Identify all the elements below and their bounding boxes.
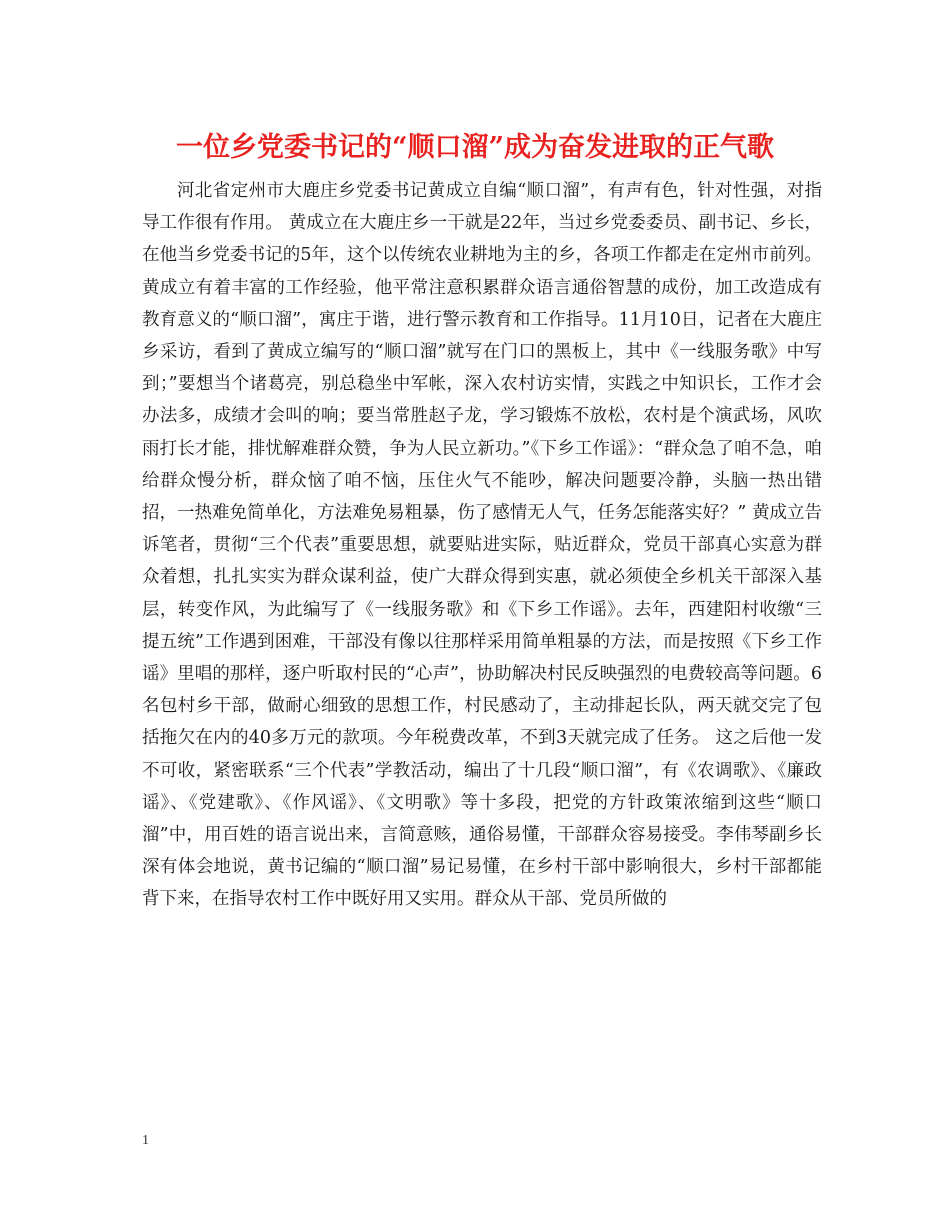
document-title: 一位乡党委书记的“顺口溜”成为奋发进取的正气歌 xyxy=(175,132,775,163)
page-number: 1 xyxy=(142,1133,149,1148)
document-body-paragraph: 河北省定州市大鹿庄乡党委书记黄成立自编“顺口溜”，有声有色，针对性强，对指导工作很有作用。 黄成立在大鹿庄乡一干就是22年，当过乡党委委员、副书记、乡长，在他当乡党委书记的5年，这个以传统农业耕地为主的乡，各项工作都走在定州市前列。 黄成立有着丰富的工作经验，他平常注意积累群众语言通俗智慧的成份，加工改造成有教育意义的“顺口溜”，寓庄于谐，进行警示教育和工作指导。11月10日，记者在大鹿庄乡采访，看到了黄成立编写的“顺口溜”就写在门口的黑板上，其中《一线服务歌》中写到；”要想当个诸葛亮，别总稳坐中军帐，深入农村访实情，实践之中知识长，工作才会办法多，成绩才会叫的响；要当常胜赵子龙，学习锻炼不放松，农村是个演武场，风吹雨打长才能，排忧解难群众赞，争为人民立新功。”《下乡工作谣》：“群众急了咱不急，咱给群众慢分析，群众恼了咱不恼，压住火气不能吵，解决问题要冷静，头脑一热出错招，一热难免简单化，方法难免易粗暴，伤了感情无人气，任务怎能落实好？” 黄成立告诉笔者，贯彻“三个代表”重要思想，就要贴进实际，贴近群众，党员干部真心实意为群众着想，扎扎实实为群众谋利益，使广大群众得到实惠，就必须使全乡机关干部深入基层，转变作风，为此编写了《一线服务歌》和《下乡工作谣》。去年，西建阳村收缴“三提五统”工作遇到困难，干部没有像以往那样采用简单粗暴的方法，而是按照《下乡工作谣》里唱的那样，逐户听取村民的“心声”，协助解决村民反映强烈的电费较高等问题。6名包村乡干部，做耐心细致的思想工作，村民感动了，主动排起长队，两天就交完了包括拖欠在内的40多万元的款项。今年税费改革，不到3天就完成了任务。 这之后他一发不可收，紧密联系“三个代表”学教活动，编出了十几段“顺口溜”，有《农调歌》、《廉政谣》、《党建歌》、《作风谣》、《文明歌》等十多段，把党的方针政策浓缩到这些“顺口溜”中，用百姓的语言说出来，言简意赅，通俗易懂，干部群众容易接受。李伟琴副乡长深有体会地说，黄书记编的“顺口溜”易记易懂，在乡村干部中影响很大，乡村干部都能背下来，在指导农村工作中既好用又实用。群众从干部、党员所做的 xyxy=(142,181,822,910)
